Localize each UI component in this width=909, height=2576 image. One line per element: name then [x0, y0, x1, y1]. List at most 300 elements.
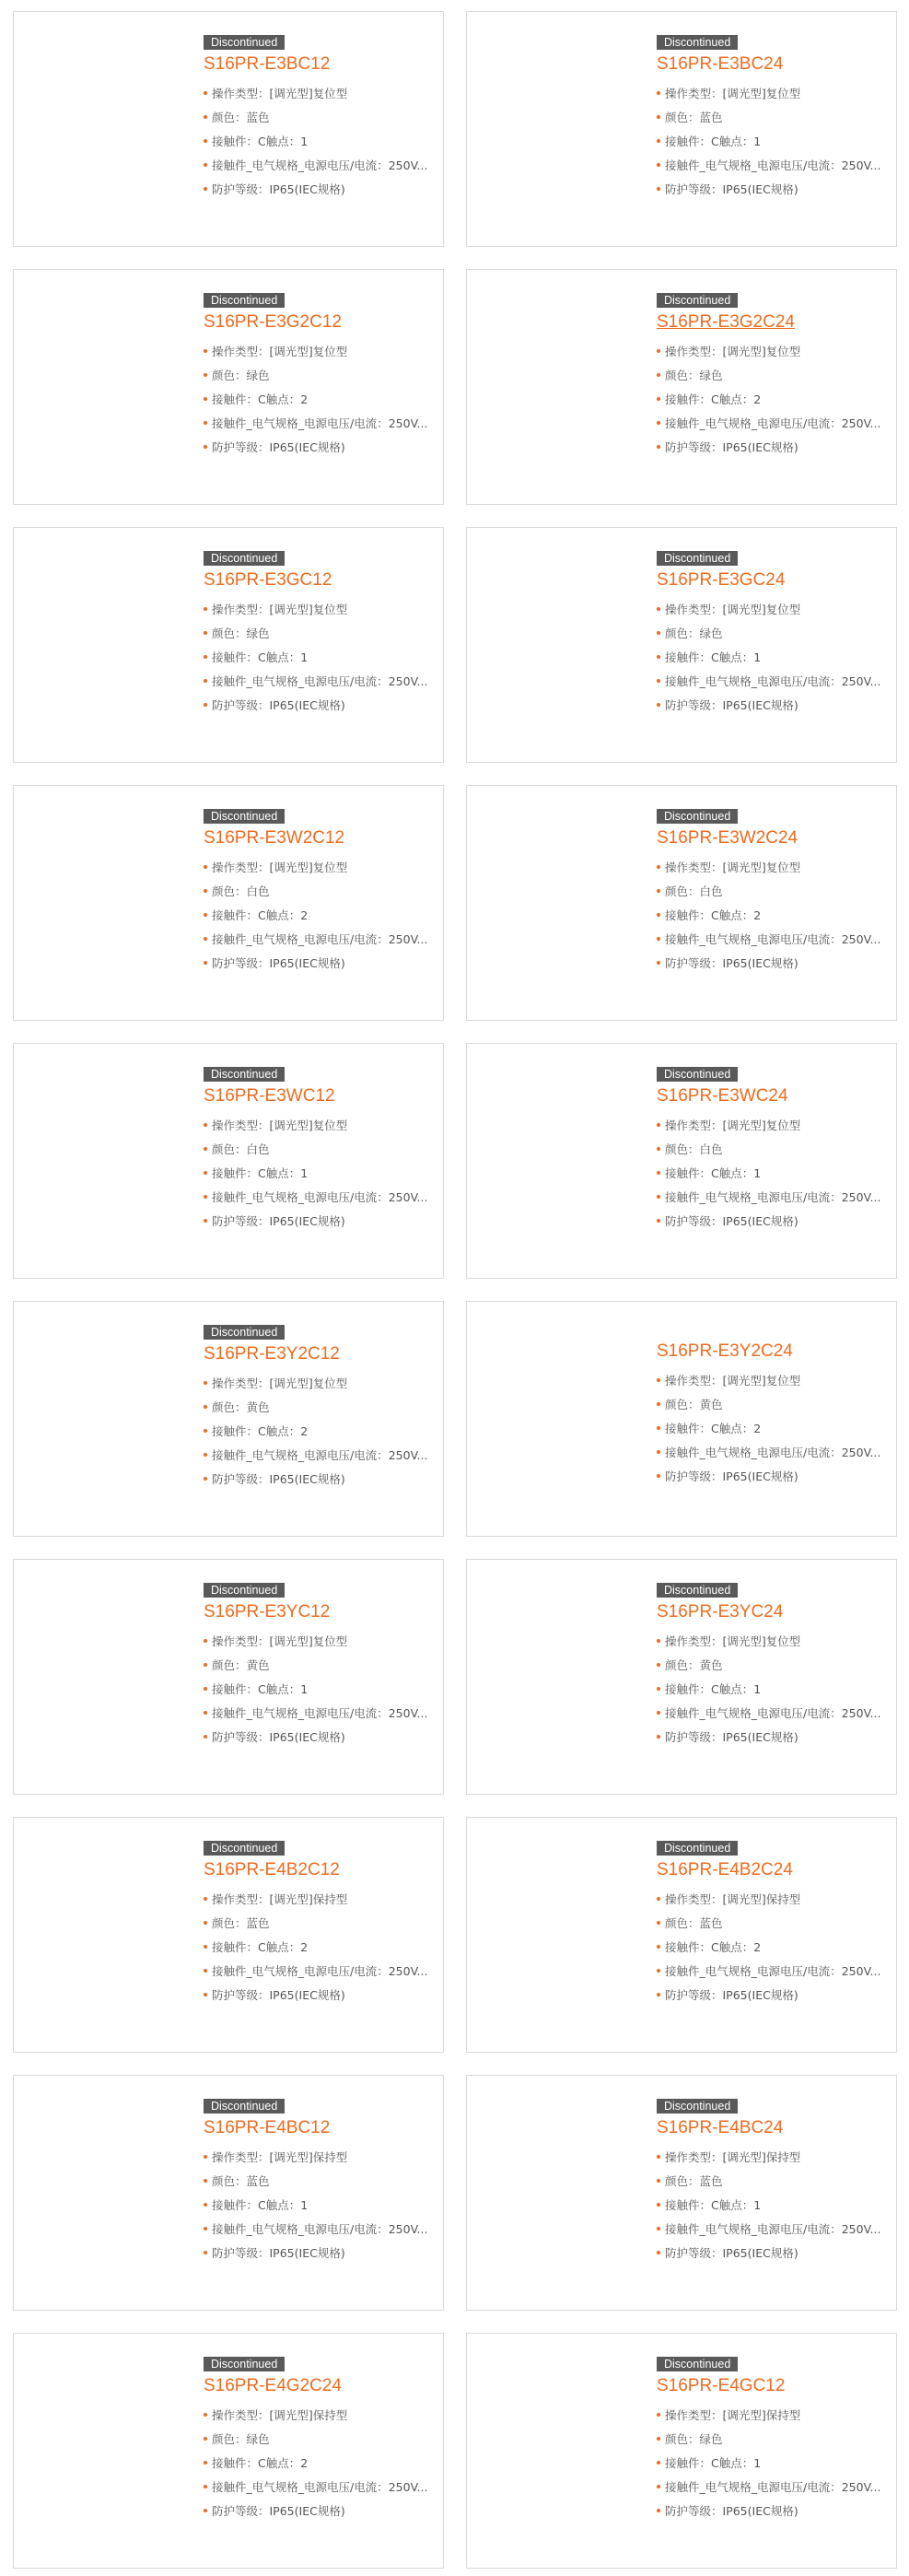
spec-item [204, 1726, 434, 1750]
spec-item [204, 1912, 434, 1936]
spec-item [657, 1678, 887, 1702]
bullet-dot-icon [204, 187, 207, 191]
discontinued-badge: Discontinued [204, 1841, 285, 1856]
bullet-dot-icon [657, 1474, 660, 1478]
spec-item [204, 622, 434, 646]
bullet-dot-icon [657, 2179, 660, 2183]
product-card[interactable] [13, 785, 444, 1021]
spec-text: 操作类型：[调光型]复位型 [212, 861, 348, 874]
bullet-dot-icon [204, 2251, 207, 2254]
spec-text: 接触件_电气规格_电源电压/电流：250V... [665, 416, 881, 430]
spec-item [657, 622, 887, 646]
spec-item [657, 670, 887, 694]
product-title-link[interactable]: S16PR-E3WC24 [657, 1086, 788, 1106]
bullet-dot-icon [657, 655, 660, 659]
spec-text: 颜色：黄色 [212, 1658, 270, 1672]
spec-text: 接触件：C触点：2 [212, 2456, 309, 2470]
spec-item [657, 904, 887, 928]
product-card-body [657, 548, 887, 718]
spec-text: 接触件：C触点：2 [665, 392, 762, 406]
product-card-body [657, 32, 887, 202]
bullet-dot-icon [204, 2485, 207, 2488]
product-card[interactable] [13, 2075, 444, 2311]
bullet-dot-icon [657, 2413, 660, 2417]
spec-text: 操作类型：[调光型]保持型 [212, 1892, 348, 1906]
spec-text: 防护等级：IP65(IEC规格) [665, 182, 798, 196]
spec-item [657, 130, 887, 154]
bullet-dot-icon [657, 2155, 660, 2159]
bullet-dot-icon [657, 865, 660, 869]
bullet-dot-icon [657, 703, 660, 707]
spec-text: 防护等级：IP65(IEC规格) [212, 1214, 345, 1228]
spec-text: 防护等级：IP65(IEC规格) [665, 956, 798, 970]
spec-item [657, 1138, 887, 1162]
discontinued-badge: Discontinued [657, 293, 738, 308]
spec-text: 接触件：C触点：1 [665, 135, 762, 148]
spec-text: 颜色：蓝色 [212, 1916, 270, 1930]
discontinued-badge: Discontinued [204, 2099, 285, 2113]
spec-text: 接触件：C触点：2 [212, 1940, 309, 1954]
bullet-dot-icon [204, 2413, 207, 2417]
discontinued-badge: Discontinued [204, 809, 285, 824]
spec-item [657, 1186, 887, 1210]
spec-item [657, 2428, 887, 2452]
spec-item [657, 1960, 887, 1984]
spec-text: 接触件_电气规格_电源电压/电流：250V... [665, 932, 881, 946]
spec-list [657, 340, 887, 460]
product-card-body [204, 1322, 434, 1492]
spec-text: 操作类型：[调光型]保持型 [212, 2408, 348, 2422]
spec-item [204, 2242, 434, 2266]
spec-text: 接触件：C触点：1 [665, 2198, 762, 2212]
spec-item [657, 1630, 887, 1654]
bullet-dot-icon [204, 1945, 207, 1949]
bullet-dot-icon [204, 679, 207, 683]
spec-item [204, 2170, 434, 2194]
product-title-link[interactable]: S16PR-E3W2C12 [204, 828, 345, 848]
spec-text: 颜色：白色 [665, 884, 723, 898]
spec-item [204, 2452, 434, 2476]
spec-text: 颜色：黄色 [665, 1398, 723, 1411]
spec-text: 接触件_电气规格_电源电压/电流：250V... [665, 1964, 881, 1978]
spec-text: 颜色：绿色 [665, 626, 723, 640]
spec-item [657, 1393, 887, 1417]
spec-text: 操作类型：[调光型]复位型 [665, 1374, 801, 1388]
bullet-dot-icon [657, 139, 660, 143]
product-title-link[interactable]: S16PR-E3G2C24 [657, 312, 795, 332]
bullet-dot-icon [657, 1687, 660, 1691]
bullet-dot-icon [204, 1921, 207, 1925]
spec-item [657, 856, 887, 880]
spec-item [657, 178, 887, 202]
bullet-dot-icon [657, 1735, 660, 1739]
product-card-body [657, 2354, 887, 2523]
product-card[interactable] [466, 1817, 897, 2053]
spec-text: 接触件_电气规格_电源电压/电流：250V... [212, 1190, 428, 1204]
bullet-dot-icon [657, 163, 660, 167]
spec-text: 操作类型：[调光型]复位型 [212, 1376, 348, 1390]
spec-text: 接触件_电气规格_电源电压/电流：250V... [665, 1446, 881, 1459]
bullet-dot-icon [204, 373, 207, 377]
spec-item [204, 2500, 434, 2523]
spec-item [657, 436, 887, 460]
spec-list [657, 856, 887, 976]
spec-text: 颜色：绿色 [212, 2432, 270, 2446]
spec-text: 接触件_电气规格_电源电压/电流：250V... [212, 2480, 428, 2494]
product-card-body [204, 806, 434, 976]
bullet-dot-icon [204, 1219, 207, 1223]
spec-item [657, 364, 887, 388]
spec-text: 颜色：蓝色 [665, 1916, 723, 1930]
spec-text: 防护等级：IP65(IEC规格) [212, 1472, 345, 1486]
spec-item [657, 1465, 887, 1489]
spec-text: 接触件：C触点：2 [212, 908, 309, 922]
spec-item [657, 1726, 887, 1750]
bullet-dot-icon [204, 703, 207, 707]
bullet-dot-icon [204, 655, 207, 659]
spec-list [204, 856, 434, 976]
bullet-dot-icon [657, 349, 660, 353]
spec-item [204, 1186, 434, 1210]
discontinued-badge: Discontinued [204, 551, 285, 566]
spec-item [657, 2500, 887, 2523]
product-card-body [657, 1341, 887, 1489]
bullet-dot-icon [204, 1711, 207, 1715]
bullet-dot-icon [204, 421, 207, 425]
spec-list [657, 82, 887, 202]
bullet-dot-icon [657, 2227, 660, 2231]
product-title-link[interactable]: S16PR-E3YC24 [657, 1602, 784, 1622]
spec-item [657, 2170, 887, 2194]
bullet-dot-icon [204, 865, 207, 869]
discontinued-badge: Discontinued [657, 2357, 738, 2371]
bullet-dot-icon [204, 163, 207, 167]
discontinued-badge: Discontinued [204, 1583, 285, 1598]
spec-text: 防护等级：IP65(IEC规格) [212, 182, 345, 196]
product-title-link[interactable]: S16PR-E4B2C24 [657, 1860, 793, 1879]
spec-item [204, 880, 434, 904]
bullet-dot-icon [204, 2155, 207, 2159]
bullet-dot-icon [204, 2203, 207, 2207]
spec-item [657, 2218, 887, 2242]
spec-item [657, 2404, 887, 2428]
product-title-link[interactable]: S16PR-E4BC12 [204, 2118, 331, 2137]
spec-item [204, 646, 434, 670]
spec-text: 接触件：C触点：2 [212, 1424, 309, 1438]
product-card-body [204, 1064, 434, 1234]
spec-list [657, 1630, 887, 1750]
spec-text: 操作类型：[调光型]复位型 [212, 1634, 348, 1648]
spec-text: 防护等级：IP65(IEC规格) [665, 1730, 798, 1744]
bullet-dot-icon [657, 373, 660, 377]
product-card-body [204, 1580, 434, 1750]
spec-list [657, 2146, 887, 2266]
spec-item [204, 670, 434, 694]
product-title-link[interactable]: S16PR-E4GC12 [657, 2376, 786, 2395]
bullet-dot-icon [204, 139, 207, 143]
bullet-dot-icon [204, 2179, 207, 2183]
spec-text: 接触件：C触点：1 [212, 1682, 309, 1696]
discontinued-badge: Discontinued [657, 1841, 738, 1856]
spec-text: 接触件_电气规格_电源电压/电流：250V... [212, 1448, 428, 1462]
spec-item [204, 2146, 434, 2170]
spec-text: 接触件_电气规格_电源电压/电流：250V... [665, 2480, 881, 2494]
spec-item [204, 364, 434, 388]
bullet-dot-icon [204, 1405, 207, 1409]
product-title-link[interactable]: S16PR-E3YC12 [204, 1602, 331, 1622]
bullet-dot-icon [204, 1639, 207, 1643]
spec-list [657, 598, 887, 718]
spec-text: 接触件_电气规格_电源电压/电流：250V... [665, 1706, 881, 1720]
spec-item [204, 1138, 434, 1162]
product-card[interactable] [13, 1043, 444, 1279]
discontinued-badge: Discontinued [657, 551, 738, 566]
spec-item [657, 694, 887, 718]
bullet-dot-icon [204, 1171, 207, 1175]
bullet-dot-icon [204, 889, 207, 893]
spec-text: 接触件：C触点：2 [212, 392, 309, 406]
product-card[interactable] [13, 1301, 444, 1537]
spec-text: 接触件_电气规格_电源电压/电流：250V... [665, 1190, 881, 1204]
spec-list [204, 2146, 434, 2266]
spec-list [204, 1372, 434, 1492]
spec-text: 防护等级：IP65(IEC规格) [665, 1988, 798, 2002]
product-card[interactable] [466, 1301, 897, 1537]
spec-text: 防护等级：IP65(IEC规格) [665, 698, 798, 712]
bullet-dot-icon [204, 1195, 207, 1199]
product-title-link[interactable]: S16PR-E3G2C12 [204, 312, 342, 332]
spec-item [657, 2476, 887, 2500]
spec-text: 操作类型：[调光型]复位型 [665, 345, 801, 358]
product-card[interactable] [466, 527, 897, 763]
spec-item [204, 1630, 434, 1654]
spec-item [204, 1420, 434, 1444]
spec-item [657, 82, 887, 106]
spec-text: 防护等级：IP65(IEC规格) [212, 956, 345, 970]
spec-item [204, 952, 434, 976]
product-card[interactable] [466, 269, 897, 505]
spec-item [204, 856, 434, 880]
discontinued-badge: Discontinued [204, 1067, 285, 1082]
bullet-dot-icon [204, 1429, 207, 1433]
product-title-link[interactable]: S16PR-E3Y2C24 [657, 1341, 793, 1361]
product-card[interactable] [13, 269, 444, 505]
product-card[interactable] [466, 11, 897, 247]
spec-text: 颜色：白色 [665, 1142, 723, 1156]
spec-text: 接触件_电气规格_电源电压/电流：250V... [212, 932, 428, 946]
bullet-dot-icon [657, 1402, 660, 1406]
spec-item [657, 598, 887, 622]
spec-list [204, 598, 434, 718]
bullet-dot-icon [204, 937, 207, 941]
spec-text: 接触件：C触点：1 [665, 2456, 762, 2470]
spec-text: 操作类型：[调光型]保持型 [665, 2150, 801, 2164]
spec-item [204, 106, 434, 130]
spec-text: 防护等级：IP65(IEC规格) [212, 2246, 345, 2260]
spec-list [657, 1369, 887, 1489]
spec-item [204, 436, 434, 460]
spec-text: 防护等级：IP65(IEC规格) [212, 1988, 345, 2002]
spec-text: 操作类型：[调光型]保持型 [212, 2150, 348, 2164]
bullet-dot-icon [657, 1969, 660, 1973]
spec-text: 颜色：绿色 [665, 2432, 723, 2446]
spec-item [204, 1468, 434, 1492]
spec-text: 接触件：C触点：1 [212, 135, 309, 148]
product-title-link[interactable]: S16PR-E3BC12 [204, 54, 331, 74]
product-card-body [204, 290, 434, 460]
spec-item [657, 388, 887, 412]
bullet-dot-icon [657, 1378, 660, 1382]
spec-item [204, 2404, 434, 2428]
spec-item [204, 412, 434, 436]
bullet-dot-icon [204, 2437, 207, 2441]
product-title-link[interactable]: S16PR-E4BC24 [657, 2118, 784, 2137]
bullet-dot-icon [204, 607, 207, 611]
bullet-dot-icon [204, 2509, 207, 2512]
spec-item [204, 1372, 434, 1396]
spec-item [204, 1654, 434, 1678]
spec-list [204, 1630, 434, 1750]
spec-list [204, 340, 434, 460]
spec-text: 接触件：C触点：1 [212, 2198, 309, 2212]
bullet-dot-icon [204, 961, 207, 965]
spec-text: 接触件_电气规格_电源电压/电流：250V... [212, 1964, 428, 1978]
bullet-dot-icon [657, 1711, 660, 1715]
spec-list [204, 82, 434, 202]
discontinued-badge: Discontinued [657, 809, 738, 824]
spec-item [657, 1912, 887, 1936]
bullet-dot-icon [204, 2461, 207, 2465]
bullet-dot-icon [657, 889, 660, 893]
spec-text: 接触件：C触点：1 [665, 1166, 762, 1180]
spec-text: 操作类型：[调光型]复位型 [212, 87, 348, 100]
spec-text: 接触件_电气规格_电源电压/电流：250V... [665, 158, 881, 172]
discontinued-badge: Discontinued [204, 35, 285, 50]
product-card[interactable] [13, 527, 444, 763]
product-title-link[interactable]: S16PR-E4B2C12 [204, 1860, 340, 1879]
bullet-dot-icon [204, 1735, 207, 1739]
spec-item [204, 1984, 434, 2008]
product-title-link[interactable]: S16PR-E3GC12 [204, 570, 332, 590]
product-card[interactable] [13, 11, 444, 247]
discontinued-badge: Discontinued [657, 2099, 738, 2113]
spec-text: 接触件_电气规格_电源电压/电流：250V... [212, 158, 428, 172]
spec-item [204, 1162, 434, 1186]
bullet-dot-icon [204, 1663, 207, 1667]
spec-list [657, 1114, 887, 1234]
product-card[interactable] [466, 1043, 897, 1279]
product-title-link[interactable]: S16PR-E3BC24 [657, 54, 784, 74]
spec-item [657, 412, 887, 436]
spec-item [657, 1417, 887, 1441]
bullet-dot-icon [657, 1195, 660, 1199]
product-title-link[interactable]: S16PR-E3WC12 [204, 1086, 335, 1106]
bullet-dot-icon [657, 1219, 660, 1223]
bullet-dot-icon [204, 2227, 207, 2231]
bullet-dot-icon [657, 913, 660, 917]
product-card[interactable] [13, 1559, 444, 1795]
spec-text: 接触件：C触点：2 [665, 1422, 762, 1435]
product-title-link[interactable]: S16PR-E3GC24 [657, 570, 786, 590]
spec-item [657, 340, 887, 364]
bullet-dot-icon [204, 1687, 207, 1691]
spec-list [204, 1114, 434, 1234]
spec-item [657, 2146, 887, 2170]
spec-item [657, 1702, 887, 1726]
spec-text: 操作类型：[调光型]复位型 [212, 1118, 348, 1132]
spec-text: 防护等级：IP65(IEC规格) [212, 2504, 345, 2518]
bullet-dot-icon [204, 1123, 207, 1127]
product-card[interactable] [466, 785, 897, 1021]
spec-text: 操作类型：[调光型]复位型 [665, 1118, 801, 1132]
product-card[interactable] [466, 2333, 897, 2569]
bullet-dot-icon [204, 631, 207, 635]
product-card[interactable] [466, 1559, 897, 1795]
bullet-dot-icon [204, 1969, 207, 1973]
bullet-dot-icon [657, 1921, 660, 1925]
spec-text: 接触件：C触点：1 [212, 1166, 309, 1180]
product-title-link[interactable]: S16PR-E4G2C24 [204, 2376, 342, 2395]
bullet-dot-icon [204, 1147, 207, 1151]
bullet-dot-icon [657, 2509, 660, 2512]
spec-text: 接触件_电气规格_电源电压/电流：250V... [665, 2222, 881, 2236]
spec-item [657, 2194, 887, 2218]
spec-item [204, 2218, 434, 2242]
discontinued-badge: Discontinued [657, 35, 738, 50]
bullet-dot-icon [657, 397, 660, 401]
spec-list [657, 2404, 887, 2523]
bullet-dot-icon [204, 1897, 207, 1901]
spec-text: 颜色：蓝色 [665, 2174, 723, 2188]
spec-item [204, 598, 434, 622]
product-card-body [204, 1838, 434, 2008]
spec-item [204, 1936, 434, 1960]
discontinued-badge: Discontinued [657, 1583, 738, 1598]
spec-text: 操作类型：[调光型]复位型 [212, 603, 348, 616]
product-card[interactable] [466, 2075, 897, 2311]
spec-item [204, 178, 434, 202]
spec-text: 颜色：绿色 [212, 369, 270, 382]
spec-text: 操作类型：[调光型]复位型 [665, 603, 801, 616]
bullet-dot-icon [204, 115, 207, 119]
spec-item [657, 880, 887, 904]
spec-item [204, 1444, 434, 1468]
product-card[interactable] [13, 2333, 444, 2569]
bullet-dot-icon [204, 1477, 207, 1481]
bullet-dot-icon [204, 913, 207, 917]
product-title-link[interactable]: S16PR-E3W2C24 [657, 828, 798, 848]
bullet-dot-icon [657, 937, 660, 941]
bullet-dot-icon [657, 2485, 660, 2488]
bullet-dot-icon [657, 607, 660, 611]
spec-item [657, 1210, 887, 1234]
spec-text: 颜色：蓝色 [212, 111, 270, 124]
spec-text: 接触件：C触点：1 [212, 650, 309, 664]
product-card[interactable] [13, 1817, 444, 2053]
spec-text: 防护等级：IP65(IEC规格) [665, 2246, 798, 2260]
spec-item [204, 2194, 434, 2218]
spec-list [657, 1888, 887, 2008]
bullet-dot-icon [204, 349, 207, 353]
spec-text: 接触件：C触点：1 [665, 650, 762, 664]
spec-text: 防护等级：IP65(IEC规格) [665, 1214, 798, 1228]
product-card-body [204, 32, 434, 202]
bullet-dot-icon [657, 2437, 660, 2441]
product-title-link[interactable]: S16PR-E3Y2C12 [204, 1344, 340, 1364]
bullet-dot-icon [204, 445, 207, 449]
spec-text: 颜色：蓝色 [665, 111, 723, 124]
spec-item [657, 106, 887, 130]
